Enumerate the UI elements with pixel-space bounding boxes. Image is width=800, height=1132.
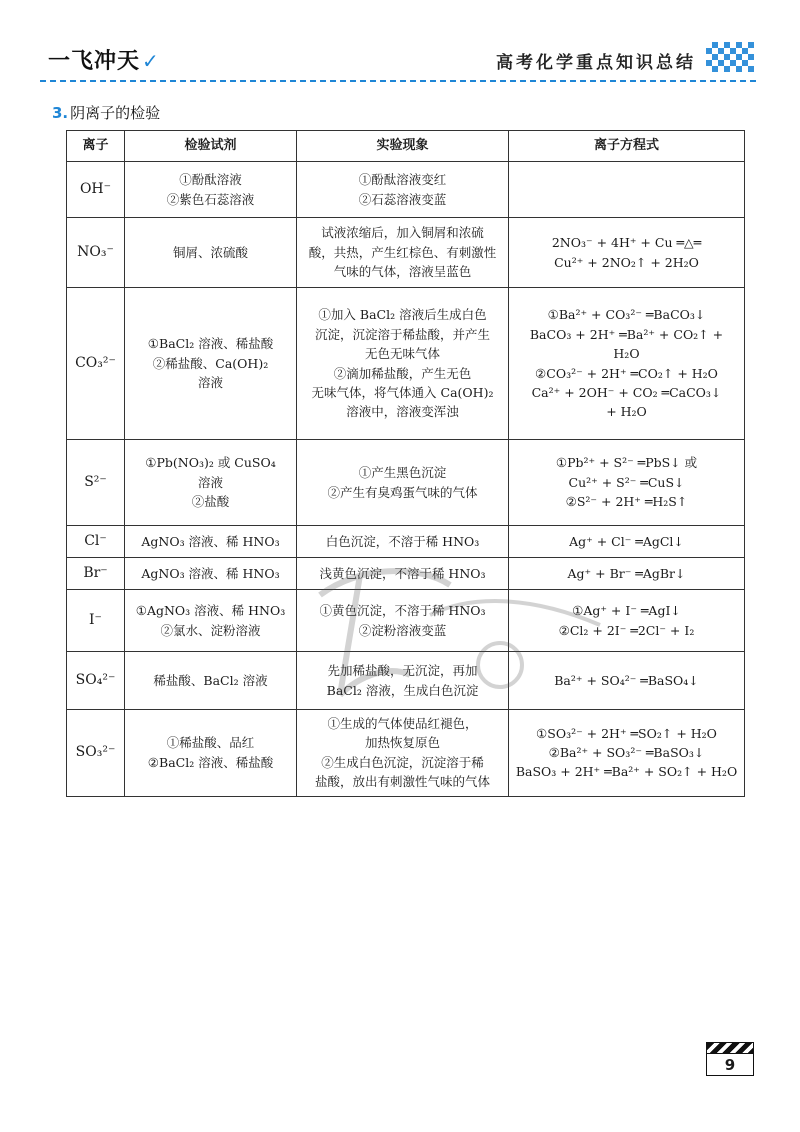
equation-cell-line: Cu²⁺ + 2NO₂↑ + 2H₂O xyxy=(554,254,699,270)
phenomenon-cell-line: 先加稀盐酸，无沉淀，再加 xyxy=(327,663,478,679)
phenomenon-cell-line: 盐酸，放出有刺激性气味的气体 xyxy=(314,774,490,790)
section-heading xyxy=(52,102,160,123)
ion-cell: SO₃²⁻ xyxy=(67,710,125,797)
equation-cell xyxy=(509,652,745,710)
section-title: 阴离子的检验 xyxy=(70,104,161,122)
phenomenon-cell-line: BaCl₂ 溶液，生成白色沉淀 xyxy=(326,682,479,698)
phenomenon-cell xyxy=(297,440,509,526)
phenomenon-cell xyxy=(297,652,509,710)
table-row xyxy=(67,710,745,797)
ion-cell: Cl⁻ xyxy=(67,526,125,558)
ion-cell: SO₄²⁻ xyxy=(67,652,125,710)
reagent-cell-line: 溶液 xyxy=(197,474,223,490)
equation-cell-line: 2NO₃⁻ + 4H⁺ + Cu ═△═ xyxy=(551,235,702,251)
phenomenon-cell-line: 无味气体，将气体通入 Ca(OH)₂ xyxy=(311,384,494,400)
equation-cell-line: BaCO₃ + 2H⁺ ═Ba²⁺ + CO₂↑ + xyxy=(529,326,724,342)
reagent-cell-line: ②稀盐酸、Ca(OH)₂ xyxy=(152,355,269,371)
phenomenon-cell xyxy=(297,162,509,218)
phenomenon-cell xyxy=(297,218,509,288)
brand-logo xyxy=(48,44,160,75)
phenomenon-cell-line: ②生成白色沉淀，沉淀溶于稀 xyxy=(321,754,484,770)
equation-cell-line: ②S²⁻ + 2H⁺ ═H₂S↑ xyxy=(565,494,688,510)
reagent-cell-line: AgNO₃ 溶液、稀 HNO₃ xyxy=(141,533,280,549)
page-header xyxy=(40,38,756,78)
reagent-cell-line: 铜屑、浓硫酸 xyxy=(172,244,248,260)
phenomenon-cell-line: ①黄色沉淀，不溶于稀 HNO₃ xyxy=(319,603,486,619)
reagent-cell xyxy=(125,526,297,558)
phenomenon-cell-line: ①酚酞溶液变红 xyxy=(358,172,447,188)
phenomenon-cell xyxy=(297,526,509,558)
phenomenon-cell-line: ②淀粉溶液变蓝 xyxy=(358,622,447,638)
reagent-cell xyxy=(125,710,297,797)
phenomenon-cell-line: 酸，共热，产生红棕色、有刺激性 xyxy=(308,244,497,260)
reagent-cell-line: ②盐酸 xyxy=(191,494,230,510)
phenomenon-cell-line: 试液浓缩后，加入铜屑和浓硫 xyxy=(321,225,484,241)
anion-test-table xyxy=(66,130,745,797)
reagent-cell-line: ②BaCl₂ 溶液、稀盐酸 xyxy=(147,754,274,770)
phenomenon-cell-line: 无色无味气体 xyxy=(364,346,440,362)
column-header-phenomena: 实验现象 xyxy=(297,131,509,162)
equation-cell-line: ①SO₃²⁻ + 2H⁺ ═SO₂↑ + H₂O xyxy=(536,725,717,741)
equation-cell-line: ②Ba²⁺ + SO₃²⁻ ═BaSO₃↓ xyxy=(548,745,705,761)
equation-cell xyxy=(509,526,745,558)
column-header-reagents: 检验试剂 xyxy=(125,131,297,162)
phenomenon-cell-line: 白色沉淀，不溶于稀 HNO₃ xyxy=(325,533,480,549)
table-row xyxy=(67,162,745,218)
phenomenon-cell-line: 浅黄色沉淀，不溶于稀 HNO₃ xyxy=(319,565,486,581)
reagent-cell xyxy=(125,558,297,590)
ion-cell: CO₃²⁻ xyxy=(67,288,125,440)
check-icon: ✓ xyxy=(142,49,160,73)
reagent-cell-line: ①稀盐酸、品红 xyxy=(166,735,255,751)
brand-text: 一飞冲天 xyxy=(48,49,141,74)
table-row xyxy=(67,590,745,652)
table-row xyxy=(67,218,745,288)
phenomenon-cell-line: ②滴加稀盐酸，产生无色 xyxy=(333,365,472,381)
reagent-cell-line: AgNO₃ 溶液、稀 HNO₃ xyxy=(141,565,280,581)
reagent-cell xyxy=(125,162,297,218)
reagent-cell xyxy=(125,652,297,710)
section-number: 3. xyxy=(52,104,69,122)
equation-cell-line: + H₂O xyxy=(606,404,647,420)
phenomenon-cell-line: ①加入 BaCl₂ 溶液后生成白色 xyxy=(318,307,487,323)
table-row xyxy=(67,652,745,710)
equation-cell-line: Ag⁺ + Br⁻ ═AgBr↓ xyxy=(567,565,686,581)
badge-stripes xyxy=(706,1042,754,1054)
equation-cell xyxy=(509,440,745,526)
equation-cell-line: Ca²⁺ + 2OH⁻ + CO₂ ═CaCO₃↓ xyxy=(531,384,722,400)
column-header-equations: 离子方程式 xyxy=(509,131,745,162)
equation-cell-line: BaSO₃ + 2H⁺ ═Ba²⁺ + SO₂↑ + H₂O xyxy=(515,764,738,780)
reagent-cell-line: ②紫色石蕊溶液 xyxy=(166,191,255,207)
reagent-cell-line: 稀盐酸、BaCl₂ 溶液 xyxy=(153,672,268,688)
equation-cell xyxy=(509,162,745,218)
equation-cell xyxy=(509,288,745,440)
phenomenon-cell-line: ①产生黑色沉淀 xyxy=(358,465,447,481)
phenomenon-cell xyxy=(297,590,509,652)
table-row xyxy=(67,558,745,590)
phenomenon-cell-line: 沉淀，沉淀溶于稀盐酸，并产生 xyxy=(314,326,490,342)
phenomenon-cell-line: 溶液中，溶液变浑浊 xyxy=(346,404,459,420)
equation-cell-line: Cu²⁺ + S²⁻ ═CuS↓ xyxy=(568,474,685,490)
ion-cell: S²⁻ xyxy=(67,440,125,526)
reagent-cell-line: ①BaCl₂ 溶液、稀盐酸 xyxy=(147,336,274,352)
reagent-cell xyxy=(125,440,297,526)
table-header-row xyxy=(67,131,745,162)
phenomenon-cell xyxy=(297,288,509,440)
equation-cell-line: ①Ag⁺ + I⁻ ═AgI↓ xyxy=(572,603,681,619)
equation-cell-line: Ba²⁺ + SO₄²⁻ ═BaSO₄↓ xyxy=(554,672,699,688)
book-title: 高考化学重点知识总结 xyxy=(496,53,696,73)
page-number-badge xyxy=(706,1042,754,1078)
phenomenon-cell xyxy=(297,558,509,590)
phenomenon-cell-line: ②产生有臭鸡蛋气味的气体 xyxy=(327,484,478,500)
table-row xyxy=(67,288,745,440)
equation-cell-line: ②CO₃²⁻ + 2H⁺ ═CO₂↑ + H₂O xyxy=(535,365,718,381)
reagent-cell xyxy=(125,590,297,652)
reagent-cell-line: ①酚酞溶液 xyxy=(179,172,242,188)
ion-cell: I⁻ xyxy=(67,590,125,652)
equation-cell-line: ②Cl₂ + 2I⁻ ═2Cl⁻ + I₂ xyxy=(558,622,695,638)
equation-cell xyxy=(509,218,745,288)
equation-cell xyxy=(509,558,745,590)
header-divider xyxy=(40,80,756,82)
phenomenon-cell xyxy=(297,710,509,797)
equation-cell xyxy=(509,590,745,652)
table-row xyxy=(67,526,745,558)
ion-cell: Br⁻ xyxy=(67,558,125,590)
page-number: 9 xyxy=(706,1054,754,1076)
equation-cell-line: Ag⁺ + Cl⁻ ═AgCl↓ xyxy=(569,533,684,549)
column-header-ion: 离子 xyxy=(67,131,125,162)
reagent-cell xyxy=(125,218,297,288)
equation-cell-line: H₂O xyxy=(613,346,640,362)
ion-cell: OH⁻ xyxy=(67,162,125,218)
table-row xyxy=(67,440,745,526)
phenomenon-cell-line: 气味的气体，溶液呈蓝色 xyxy=(333,264,472,280)
ion-cell: NO₃⁻ xyxy=(67,218,125,288)
phenomenon-cell-line: ②石蕊溶液变蓝 xyxy=(358,191,447,207)
equation-cell xyxy=(509,710,745,797)
reagent-cell-line: ①Pb(NO₃)₂ 或 CuSO₄ xyxy=(145,455,276,471)
phenomenon-cell-line: ①生成的气体使品红褪色， xyxy=(327,716,478,731)
reagent-cell-line: ①AgNO₃ 溶液、稀 HNO₃ xyxy=(135,603,286,619)
equation-cell-line: ①Pb²⁺ + S²⁻ ═PbS↓ 或 xyxy=(555,455,698,471)
phenomenon-cell-line: 加热恢复原色 xyxy=(364,735,440,751)
reagent-cell-line: 溶液 xyxy=(197,375,223,391)
equation-cell-line: ①Ba²⁺ + CO₃²⁻ ═BaCO₃↓ xyxy=(547,307,706,323)
reagent-cell-line: ②氯水、淀粉溶液 xyxy=(160,622,261,638)
reagent-cell xyxy=(125,288,297,440)
checkerboard-icon xyxy=(706,42,754,72)
